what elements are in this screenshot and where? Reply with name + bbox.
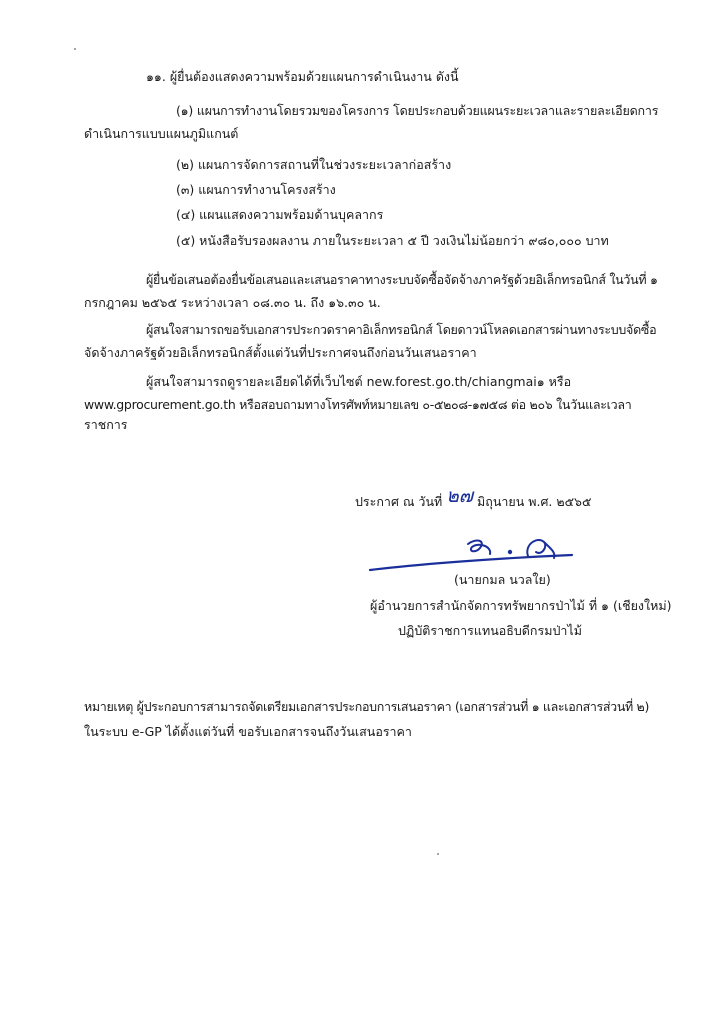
item11-sub5: (๕) หนังสือรับรองผลงาน ภายในระยะเวลา ๕ ปี วงเงินไม่น้อยกว่า ๙๘๐,๐๐๐ บาท (176, 233, 609, 248)
download-para-line1: ผู้สนใจสามารถขอรับเอกสารประกวดราคาอิเล็กทรอนิกส์ โดยดาวน์โหลดเอกสารผ่านทางระบบจัดซื้อ (146, 322, 657, 337)
scan-speck (437, 853, 439, 855)
website-para-line3: ราชการ (84, 417, 128, 432)
handwritten-day: ๒๗ (446, 485, 474, 507)
item11-sub1-line2: ดำเนินการแบบแผนภูมิแกนต์ (84, 126, 239, 141)
signatory-name: (นายกมล นวลใย) (454, 572, 551, 587)
item11-sub4: (๔) แผนแสดงความพร้อมด้านบุคลากร (176, 207, 384, 222)
scan-speck (74, 48, 76, 50)
signatory-title: ผู้อำนวยการสำนักจัดการทรัพยากรป่าไม้ ที่ ๑ (เชียงใหม่) (370, 598, 672, 613)
note-line2: ในระบบ e-GP ได้ตั้งแต่วันที่ ขอรับเอกสารจนถึงวันเสนอราคา (84, 724, 412, 739)
item11-sub3: (๓) แผนการทำงานโครงสร้าง (176, 182, 336, 197)
submission-para-line1: ผู้ยื่นข้อเสนอต้องยื่นข้อเสนอและเสนอราคาทางระบบจัดซื้อจัดจ้างภาครัฐด้วยอิเล็กทรอนิกส์ ในวันที่ ๑ (146, 272, 658, 287)
item11-sub2: (๒) แผนการจัดการสถานที่ในช่วงระยะเวลาก่อสร้าง (176, 157, 452, 172)
download-para-line2: จัดจ้างภาครัฐด้วยอิเล็กทรอนิกส์ตั้งแต่วันที่ประกาศจนถึงก่อนวันเสนอราคา (84, 345, 477, 360)
item11-heading: ๑๑. ผู้ยื่นต้องแสดงความพร้อมด้วยแผนการดำเนินงาน ดังนี้ (146, 69, 459, 84)
website-para-line1: ผู้สนใจสามารถดูรายละเอียดได้ที่เว็บไซต์ new.forest.go.th/chiangmai๑ หรือ (146, 374, 572, 389)
website-para-line2: www.gprocurement.go.th หรือสอบถามทางโทรศัพท์หมายเลข ๐-๕๒๐๘-๑๗๕๘ ต่อ ๒๐๖ ในวันและเวลา (84, 397, 632, 412)
submission-para-line2: กรกฎาคม ๒๕๖๕ ระหว่างเวลา ๐๘.๓๐ น. ถึง ๑๖.๓๐ น. (84, 295, 381, 310)
announcement-date (355, 485, 592, 512)
signatory-acting: ปฏิบัติราชการแทนอธิบดีกรมป่าไม้ (398, 623, 582, 638)
item11-sub1-line1: (๑) แผนการทำงานโดยรวมของโครงการ โดยประกอบด้วยแผนระยะเวลาและรายละเอียดการ (176, 103, 659, 118)
announcement-prefix: ประกาศ ณ วันที่ (355, 494, 443, 509)
announcement-month-year: มิถุนายน พ.ศ. ๒๕๖๕ (477, 494, 592, 509)
note-line1: หมายเหตุ ผู้ประกอบการสามารถจัดเตรียมเอกสารประกอบการเสนอราคา (เอกสารส่วนที่ ๑ และเอกสารส่วนที่ ๒) (84, 699, 649, 714)
